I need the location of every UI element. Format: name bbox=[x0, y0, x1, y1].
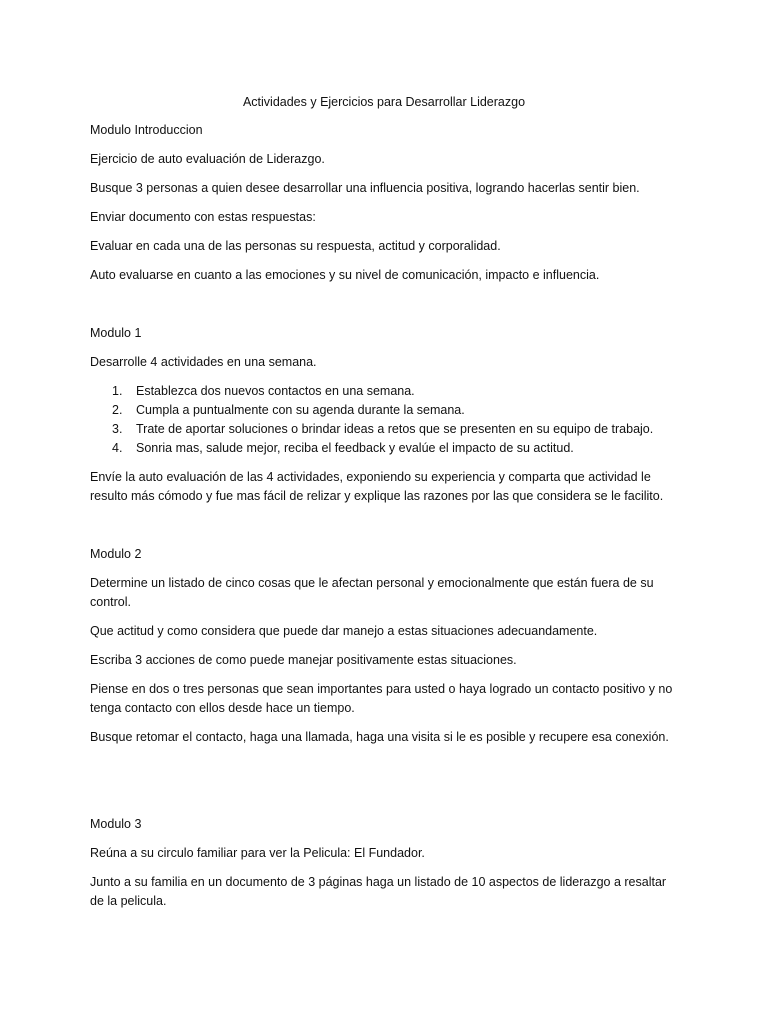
module2-heading: Modulo 2 bbox=[90, 547, 142, 561]
module1-closing-line-2: resulto más cómodo y fue mas fácil de relizar y explique las razones por las que considera se le facilito. bbox=[90, 489, 664, 503]
module1-lead: Desarrolle 4 actividades en una semana. bbox=[90, 355, 317, 369]
module2-paragraph-2: Que actitud y como considera que puede dar manejo a estas situaciones adecuandamente. bbox=[90, 624, 598, 638]
intro-paragraph-4: Evaluar en cada una de las personas su respuesta, actitud y corporalidad. bbox=[90, 239, 501, 253]
module2-paragraph-4-line-2: tenga contacto con ellos desde hace un tiempo. bbox=[90, 701, 355, 715]
module2-paragraph-1-line-2: control. bbox=[90, 595, 131, 609]
module2-paragraph-1-line-1: Determine un listado de cinco cosas que le afectan personal y emocionalmente que están fuera de su bbox=[90, 576, 654, 590]
module3-heading: Modulo 3 bbox=[90, 817, 142, 831]
module1-closing-line-1: Envíe la auto evaluación de las 4 actividades, exponiendo su experiencia y comparta que actividad le bbox=[90, 470, 651, 484]
intro-paragraph-2: Busque 3 personas a quien desee desarrollar una influencia positiva, logrando hacerlas sentir bien. bbox=[90, 181, 640, 195]
document-title: Actividades y Ejercicios para Desarrollar Liderazgo bbox=[242, 95, 526, 109]
list-item-text: Establezca dos nuevos contactos en una semana. bbox=[136, 384, 415, 398]
module2-paragraph-5: Busque retomar el contacto, haga una llamada, haga una visita si le es posible y recupere esa conexión. bbox=[90, 730, 669, 744]
intro-paragraph-5: Auto evaluarse en cuanto a las emociones y su nivel de comunicación, impacto e influencia. bbox=[90, 268, 600, 282]
module1-heading: Modulo 1 bbox=[90, 326, 142, 340]
module2-paragraph-3: Escriba 3 acciones de como puede manejar positivamente estas situaciones. bbox=[90, 653, 517, 667]
list-item-number: 3. bbox=[112, 422, 123, 436]
module1-activity-list bbox=[112, 382, 653, 458]
module2-paragraph-4-line-1: Piense en dos o tres personas que sean importantes para usted o haya logrado un contacto positivo y no bbox=[90, 682, 673, 696]
list-item-number: 4. bbox=[112, 441, 123, 455]
list-item bbox=[112, 382, 653, 401]
module3-paragraph-2-line-1: Junto a su familia en un documento de 3 páginas haga un listado de 10 aspectos de liderazgo a resaltar bbox=[90, 875, 667, 889]
intro-heading: Modulo Introduccion bbox=[90, 123, 203, 137]
list-item bbox=[112, 401, 653, 420]
list-item bbox=[112, 420, 653, 439]
list-item-text: Sonria mas, salude mejor, reciba el feedback y evalúe el impacto de su actitud. bbox=[136, 441, 574, 455]
list-item-text: Trate de aportar soluciones o brindar ideas a retos que se presenten en su equipo de trabajo. bbox=[136, 422, 654, 436]
intro-paragraph-1: Ejercicio de auto evaluación de Liderazgo. bbox=[90, 152, 325, 166]
list-item-number: 1. bbox=[112, 384, 123, 398]
list-item bbox=[112, 439, 653, 458]
module3-paragraph-2-line-2: de la pelicula. bbox=[90, 894, 167, 908]
list-item-number: 2. bbox=[112, 403, 123, 417]
list-item-text: Cumpla a puntualmente con su agenda durante la semana. bbox=[136, 403, 465, 417]
module3-paragraph-1: Reúna a su circulo familiar para ver la Pelicula: El Fundador. bbox=[90, 846, 425, 860]
intro-paragraph-3: Enviar documento con estas respuestas: bbox=[90, 210, 316, 224]
